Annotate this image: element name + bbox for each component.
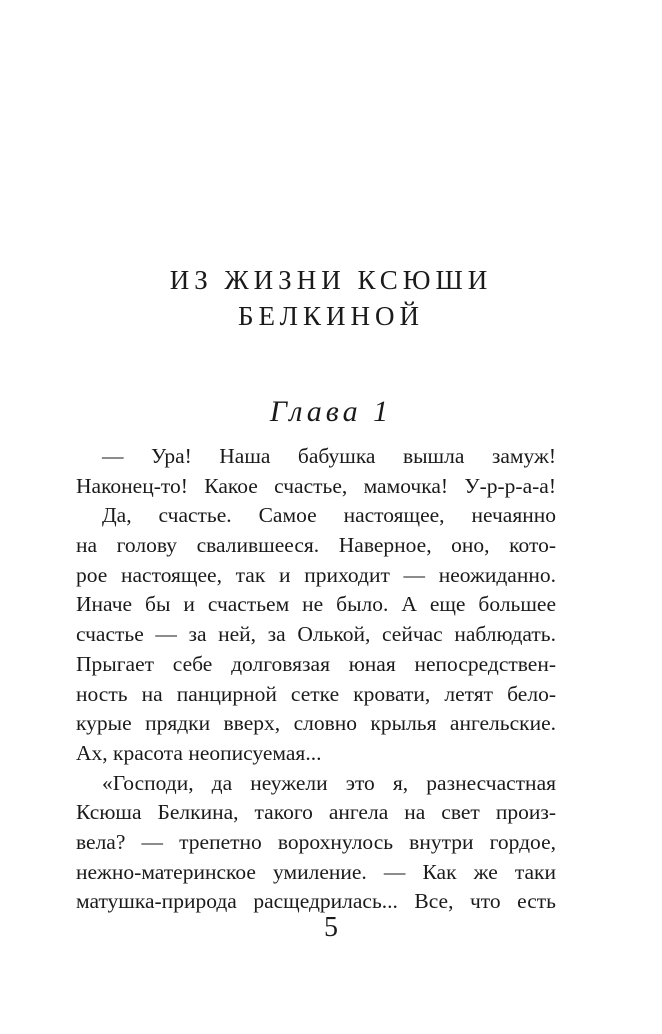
- text-line: Ксюша Белкина, такого ангела на свет произ-: [76, 800, 556, 825]
- book-title-line-2: БЕЛКИНОЙ: [238, 301, 424, 331]
- chapter-heading: Глава 1: [269, 395, 393, 428]
- text-line: Да, счастье. Самое настоящее, нечаянно: [102, 503, 556, 528]
- book-title: [0, 262, 662, 334]
- text-line: ность на панцирной сетке кровати, летят бело-: [76, 681, 556, 706]
- text-line: «Господи, да неужели это я, разнесчастная: [102, 770, 556, 795]
- book-title-line-1: ИЗ ЖИЗНИ КСЮШИ: [169, 265, 493, 295]
- text-line: Иначе бы и счастьем не было. А еще большее: [76, 592, 556, 617]
- text-line: матушка-природа расщедрилась... Все, что есть: [76, 889, 556, 914]
- text-line: курые прядки вверх, словно крылья ангельские.: [76, 711, 556, 736]
- body-text: [76, 442, 556, 917]
- text-line: Наконец-то! Какое счастье, мамочка! У-р-р-а-а!: [76, 473, 556, 498]
- text-line: вела? — трепетно ворохнулось внутри гордое,: [76, 829, 556, 854]
- text-line: Прыгает себе долговязая юная непосредствен-: [76, 651, 556, 676]
- text-line: Ах, красота неописуемая...: [76, 740, 322, 765]
- text-line: счастье — за ней, за Олькой, сейчас наблюдать.: [76, 622, 556, 647]
- text-line: нежно-материнское умиление. — Как же таки: [76, 859, 556, 884]
- text-line: — Ура! Наша бабушка вышла замуж!: [102, 444, 556, 468]
- page-number: 5: [324, 912, 338, 943]
- text-line: на голову свалившееся. Наверное, оно, кото-: [76, 533, 556, 558]
- text-line: рое настоящее, так и приходит — неожиданно.: [76, 562, 556, 587]
